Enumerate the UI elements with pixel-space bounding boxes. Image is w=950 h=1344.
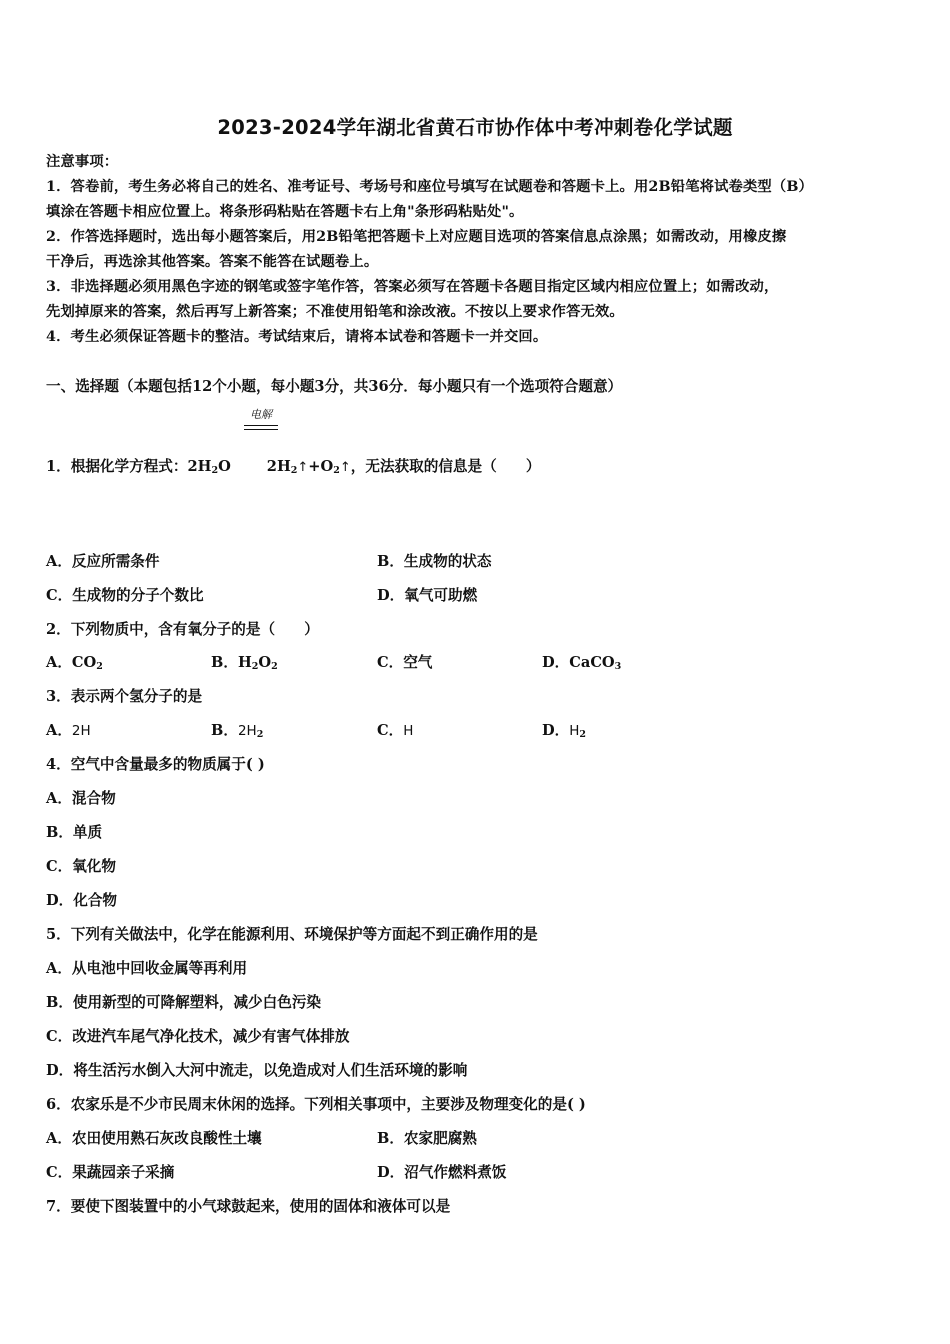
q1-products: $2H_2↑+O_2↑$	[266, 458, 351, 476]
q1-option-c[interactable]: C．生成物的分子个数比	[46, 587, 204, 604]
question-4-stem: 4．空气中含量最多的物质属于( )	[46, 756, 265, 773]
q1-reactant: $2H_2O$	[187, 458, 231, 476]
reaction-condition: 电解	[250, 408, 272, 421]
q2-option-c[interactable]: C．空气	[377, 654, 433, 671]
notes-line: 4．考生必须保证答题卡的整洁。考试结束后，请将本试卷和答题卡一并交回。	[46, 329, 548, 345]
q5-option-a[interactable]: A．从电池中回收金属等再利用	[46, 960, 248, 977]
gas-arrow-icon: ↑	[339, 460, 351, 475]
q4-option-b[interactable]: B．单质	[46, 824, 103, 841]
q1-option-b[interactable]: B．生成物的状态	[377, 553, 492, 570]
q1-suffix: ，无法获取的信息是（ ）	[350, 458, 541, 475]
q4-option-d[interactable]: D．化合物	[46, 892, 118, 909]
question-6-stem: 6．农家乐是不少市民周末休闲的选择。下列相关事项中，主要涉及物理变化的是( )	[46, 1096, 586, 1113]
q3-option-d[interactable]: D．$H_2$	[542, 722, 587, 740]
q2-option-d[interactable]: D．CaCO$_3$	[542, 654, 622, 672]
q2-option-a[interactable]: A．$CO_2$	[46, 654, 103, 672]
notes-line: 2．作答选择题时，选出每小题答案后，用2B铅笔把答题卡上对应题目选项的答案信息点涂黑；如需改动，用橡皮擦	[46, 229, 787, 245]
q1-option-d[interactable]: D．氧气可助燃	[377, 587, 478, 604]
q5-option-d[interactable]: D．将生活污水倒入大河中流走，以免造成对人们生活环境的影响	[46, 1062, 468, 1079]
q6-option-a[interactable]: A．农田使用熟石灰改良酸性土壤	[46, 1130, 262, 1147]
q4-option-c[interactable]: C．氧化物	[46, 858, 116, 875]
question-3-stem: 3．表示两个氢分子的是	[46, 688, 203, 705]
question-7-stem: 7．要使下图装置中的小气球鼓起来，使用的固体和液体可以是	[46, 1198, 451, 1215]
q3-option-a[interactable]: A．2H	[46, 722, 91, 739]
equation-bar-top	[244, 425, 278, 426]
notes-heading: 注意事项：	[46, 154, 119, 170]
q2-option-b[interactable]: B．$H_2O_2$	[211, 654, 278, 672]
gas-arrow-icon: ↑	[297, 460, 309, 475]
q6-option-d[interactable]: D．沼气作燃料煮饭	[377, 1164, 507, 1181]
page-title: 2023-2024学年湖北省黄石市协作体中考冲刺卷化学试题	[217, 116, 733, 139]
q1-prefix: 1．根据化学方程式：	[46, 458, 188, 475]
notes-line: 3．非选择题必须用黑色字迹的钢笔或签字笔作答，答案必须写在答题卡各题目指定区域内相应位置上；如需改动，	[46, 279, 779, 295]
notes-line: 干净后，再选涂其他答案。答案不能答在试题卷上。	[46, 254, 379, 270]
question-5-stem: 5．下列有关做法中，化学在能源利用、环境保护等方面起不到正确作用的是	[46, 926, 538, 943]
q1-option-a[interactable]: A．反应所需条件	[46, 553, 160, 570]
question-2-stem: 2．下列物质中，含有氧分子的是（ ）	[46, 621, 319, 638]
q3-option-c[interactable]: C．H	[377, 722, 414, 739]
equation-bar-bottom	[244, 429, 278, 430]
q4-option-a[interactable]: A．混合物	[46, 790, 116, 807]
question-1-stem	[46, 457, 541, 478]
q5-option-b[interactable]: B．使用新型的可降解塑料，减少白色污染	[46, 994, 322, 1011]
q6-option-b[interactable]: B．农家肥腐熟	[377, 1130, 477, 1147]
notes-line: 1．答卷前，考生务必将自己的姓名、准考证号、考场号和座位号填写在试题卷和答题卡上。用2B铅笔将试卷类型（B）	[46, 179, 814, 195]
q3-option-b[interactable]: B．$2H_2$	[211, 722, 264, 740]
notes-line: 填涂在答题卡相应位置上。将条形码粘贴在答题卡右上角"条形码粘贴处"。	[46, 204, 524, 220]
q6-option-c[interactable]: C．果蔬园亲子采摘	[46, 1164, 175, 1181]
notes-line: 先划掉原来的答案，然后再写上新答案；不准使用铅笔和涂改液。不按以上要求作答无效。	[46, 304, 624, 320]
section-heading: 一、选择题（本题包括12个小题，每小题3分，共36分．每小题只有一个选项符合题意）	[46, 378, 623, 395]
q5-option-c[interactable]: C．改进汽车尾气净化技术，减少有害气体排放	[46, 1028, 350, 1045]
